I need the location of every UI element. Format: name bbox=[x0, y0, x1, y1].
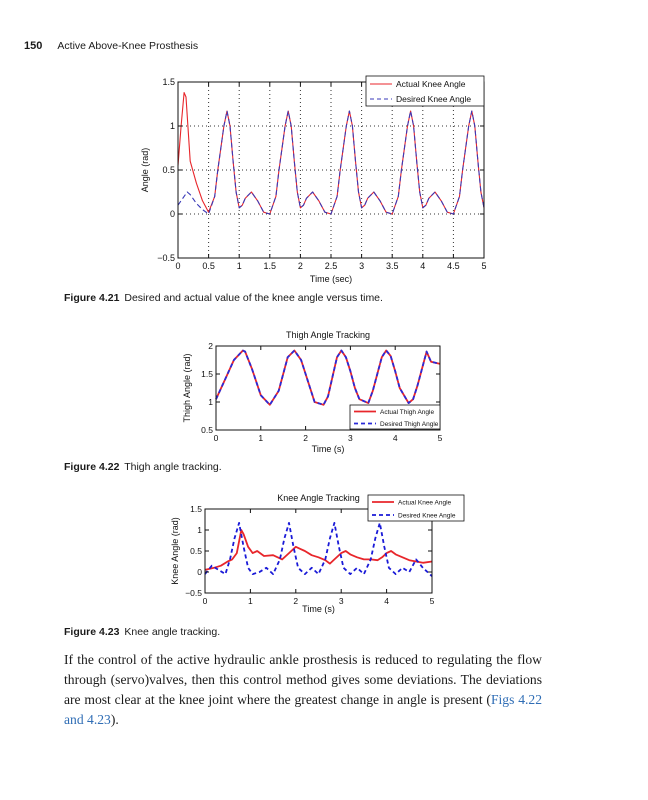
x-tick-label: 1 bbox=[258, 433, 264, 443]
x-tick-label: 0 bbox=[175, 261, 181, 271]
legend-label: Desired Knee Angle bbox=[398, 512, 456, 520]
y-axis-label: Thigh Angle (rad) bbox=[182, 353, 192, 423]
x-tick-label: 4 bbox=[384, 596, 389, 606]
x-tick-label: 2.5 bbox=[324, 261, 338, 271]
x-tick-label: 1 bbox=[248, 596, 253, 606]
legend-label: Desired Thigh Angle bbox=[380, 420, 439, 428]
caption-text: Knee angle tracking. bbox=[124, 626, 221, 638]
y-tick-label: 1 bbox=[208, 397, 213, 407]
figure-4-22-chart bbox=[0, 326, 648, 458]
running-title: Active Above-Knee Prosthesis bbox=[57, 40, 199, 52]
x-axis-label: Time (s) bbox=[311, 444, 345, 454]
y-tick-label: −0.5 bbox=[185, 588, 202, 598]
figure-4-23-caption bbox=[64, 626, 220, 638]
x-tick-label: 3 bbox=[359, 261, 365, 271]
y-tick-label: 0.5 bbox=[162, 165, 175, 175]
legend-label: Actual Knee Angle bbox=[398, 499, 452, 507]
y-axis-label: Knee Angle (rad) bbox=[170, 517, 180, 585]
x-tick-label: 4.5 bbox=[447, 261, 460, 271]
x-tick-label: 1 bbox=[236, 261, 242, 271]
x-tick-label: 0.5 bbox=[202, 261, 215, 271]
page-header bbox=[24, 40, 198, 52]
y-tick-label: 0.5 bbox=[201, 425, 213, 435]
chart-title: Thigh Angle Tracking bbox=[285, 330, 371, 340]
x-axis-label: Time (s) bbox=[302, 604, 335, 614]
x-tick-label: 4 bbox=[392, 433, 398, 443]
caption-text: Thigh angle tracking. bbox=[124, 461, 222, 473]
x-tick-label: 4 bbox=[420, 261, 426, 271]
x-tick-label: 0 bbox=[202, 596, 208, 606]
chart-title: Knee Angle Tracking bbox=[277, 493, 360, 503]
x-tick-label: 1.5 bbox=[263, 261, 277, 271]
x-tick-label: 5 bbox=[429, 596, 435, 606]
body-paragraph bbox=[64, 650, 542, 730]
paragraph-tail: ). bbox=[110, 712, 119, 727]
y-tick-label: 2 bbox=[208, 341, 213, 351]
y-tick-label: 1.5 bbox=[201, 369, 213, 379]
y-tick-label: 1.5 bbox=[162, 77, 175, 87]
y-tick-label: 0 bbox=[197, 567, 202, 577]
x-tick-label: 5 bbox=[481, 261, 487, 271]
series-line-actual bbox=[205, 530, 432, 570]
x-tick-label: 3 bbox=[338, 596, 344, 606]
legend-label: Desired Knee Angle bbox=[396, 94, 472, 105]
plot-frame bbox=[205, 509, 432, 593]
figure-4-21-chart bbox=[0, 70, 648, 290]
y-tick-label: −0.5 bbox=[157, 253, 175, 263]
paragraph-text: If the control of the active hydraulic ankle prosthesis is reduced to regulating the flow through (servo)valves, then this control method gives some deviations. The deviations are most clear at the knee joint where the greatest change in angle is present ( bbox=[64, 652, 542, 707]
figure-reference-link[interactable]: Figs 4.22 and 4.23 bbox=[64, 692, 542, 727]
figure-4-23-chart bbox=[0, 488, 648, 618]
caption-label: Figure 4.22 bbox=[64, 461, 120, 473]
y-tick-label: 1 bbox=[197, 525, 202, 535]
page-number: 150 bbox=[24, 40, 43, 52]
y-tick-label: 0.5 bbox=[190, 546, 202, 556]
x-tick-label: 0 bbox=[213, 433, 219, 443]
series-line-desired bbox=[205, 523, 432, 576]
x-tick-label: 3 bbox=[348, 433, 353, 443]
x-tick-label: 5 bbox=[437, 433, 443, 443]
caption-text: Desired and actual value of the knee angle versus time. bbox=[124, 292, 383, 304]
figure-4-22-caption bbox=[64, 461, 222, 473]
x-tick-label: 2 bbox=[293, 596, 299, 606]
x-tick-label: 3.5 bbox=[385, 261, 399, 271]
y-tick-label: 1 bbox=[169, 121, 175, 131]
y-tick-label: 0 bbox=[169, 209, 175, 219]
x-axis-label: Time (sec) bbox=[309, 274, 353, 284]
figure-4-21-caption bbox=[64, 292, 383, 304]
y-tick-label: 1.5 bbox=[190, 504, 202, 514]
series-line-desired bbox=[216, 351, 440, 405]
caption-label: Figure 4.23 bbox=[64, 626, 120, 638]
y-axis-label: Angle (rad) bbox=[140, 147, 150, 193]
legend-label: Actual Thigh Angle bbox=[380, 408, 435, 416]
caption-label: Figure 4.21 bbox=[64, 292, 120, 304]
legend-label: Actual Knee Angle bbox=[396, 79, 466, 90]
x-tick-label: 2 bbox=[303, 433, 308, 443]
x-tick-label: 2 bbox=[297, 261, 303, 271]
